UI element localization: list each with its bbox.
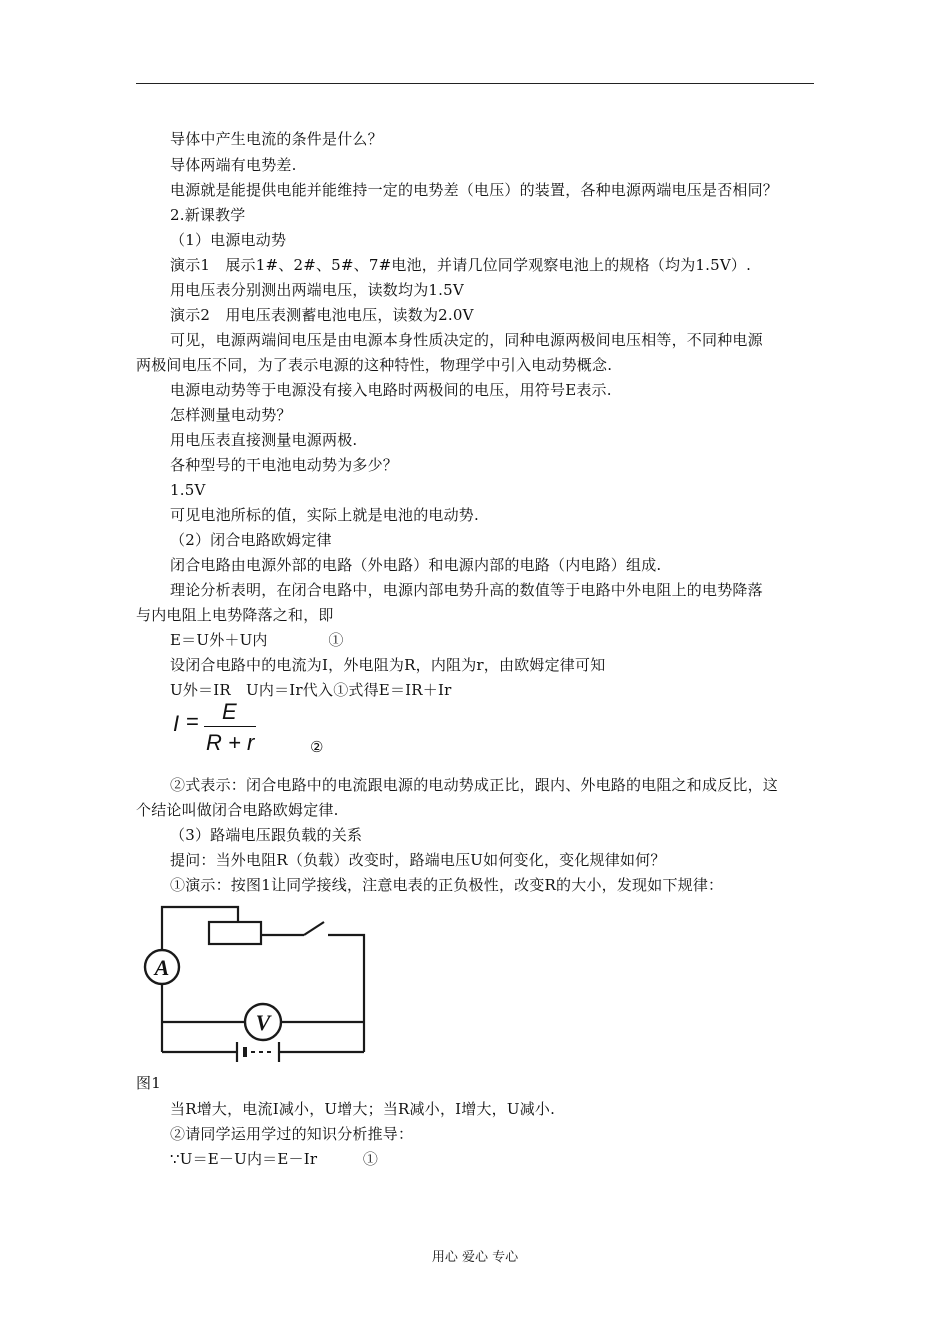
text-line: 怎样测量电动势？ xyxy=(170,406,292,424)
formula-lhs: I xyxy=(173,711,180,736)
text-line: 与内电阻上电势降落之和，即 xyxy=(136,606,334,624)
text-line: 用电压表直接测量电源两极. xyxy=(170,431,358,449)
text-line: 个结论叫做闭合电路欧姆定律. xyxy=(136,801,339,819)
text-line: 电源就是能提供电能并能维持一定的电势差（电压）的装置，各种电源两端电压是否相同？ xyxy=(170,181,779,199)
text-line: 导体两端有电势差. xyxy=(170,156,297,174)
header-rule xyxy=(136,83,814,84)
text-line: 各种型号的干电池电动势为多少？ xyxy=(170,456,399,474)
page-footer: 用心 爱心 专心 xyxy=(431,1250,519,1265)
equation-line: E＝U外＋U内 ① xyxy=(170,631,344,649)
formula-numerator: E xyxy=(222,699,237,724)
formula-equals: = xyxy=(186,709,199,734)
text-line: ②请同学运用学过的知识分析推导： xyxy=(170,1125,414,1143)
section-heading: 2.新课教学 xyxy=(170,206,246,224)
text-line: 电源电动势等于电源没有接入电路时两极间的电压，用符号E表示. xyxy=(170,381,612,399)
equation-line: ∵U＝E－U内＝E－Ir ① xyxy=(170,1150,379,1168)
formula-marker: ② xyxy=(310,738,324,756)
formula-denominator: R + r xyxy=(206,730,255,755)
switch-icon xyxy=(304,922,324,935)
text-line: 可见，电源两端间电压是由电源本身性质决定的，同种电源两极间电压相等，不同种电源 xyxy=(170,331,763,349)
text-line: 两极间电压不同，为了表示电源的这种特性，物理学中引入电动势概念. xyxy=(136,356,613,374)
figure-caption: 图1 xyxy=(136,1074,161,1092)
text-line: 演示1 展示1#、2#、5#、7#电池，并请几位同学观察电池上的规格（均为1.5V）. xyxy=(170,256,752,274)
equation-line: U外＝IR U内＝Ir代入①式得E＝IR＋Ir xyxy=(170,681,452,699)
subsection-heading: （2）闭合电路欧姆定律 xyxy=(170,531,332,549)
voltmeter-label: V xyxy=(255,1010,271,1035)
text-line: 用电压表分别测出两端电压，读数均为1.5V xyxy=(170,281,464,299)
text-line: ②式表示：闭合电路中的电流跟电源的电动势成正比，跟内、外电路的电阻之和成反比，这 xyxy=(170,776,779,794)
fraction-bar xyxy=(204,726,256,727)
right-wire xyxy=(328,935,364,1052)
ammeter-label: A xyxy=(154,955,170,980)
rheostat-icon xyxy=(209,922,261,944)
text-line: 设闭合电路中的电流为I，外电阻为R，内阻为r，由欧姆定律可知 xyxy=(170,656,606,674)
text-line: 理论分析表明，在闭合电路中，电源内部电势升高的数值等于电路中外电阻上的电势降落 xyxy=(170,581,763,599)
text-line: 当R增大，电流I减小，U增大；当R减小，I增大，U减小. xyxy=(170,1100,556,1118)
text-line: 1.5V xyxy=(170,481,206,499)
text-line: 导体中产生电流的条件是什么？ xyxy=(170,130,383,148)
text-line: 闭合电路由电源外部的电路（外电路）和电源内部的电路（内电路）组成. xyxy=(170,556,662,574)
battery-icon xyxy=(237,1042,279,1062)
text-line: 演示2 用电压表测蓄电池电压，读数为2.0V xyxy=(170,306,474,324)
subsection-heading: （1）电源电动势 xyxy=(170,231,287,249)
text-line: ①演示：按图1让同学接线，注意电表的正负极性，改变R的大小，发现如下规律： xyxy=(170,876,724,894)
circuit-diagram xyxy=(134,902,374,1062)
text-line: 可见电池所标的值，实际上就是电池的电动势. xyxy=(170,506,479,524)
subsection-heading: （3）路端电压跟负载的关系 xyxy=(170,826,363,844)
text-line: 提问：当外电阻R（负载）改变时，路端电压U如何变化，变化规律如何？ xyxy=(170,851,666,869)
